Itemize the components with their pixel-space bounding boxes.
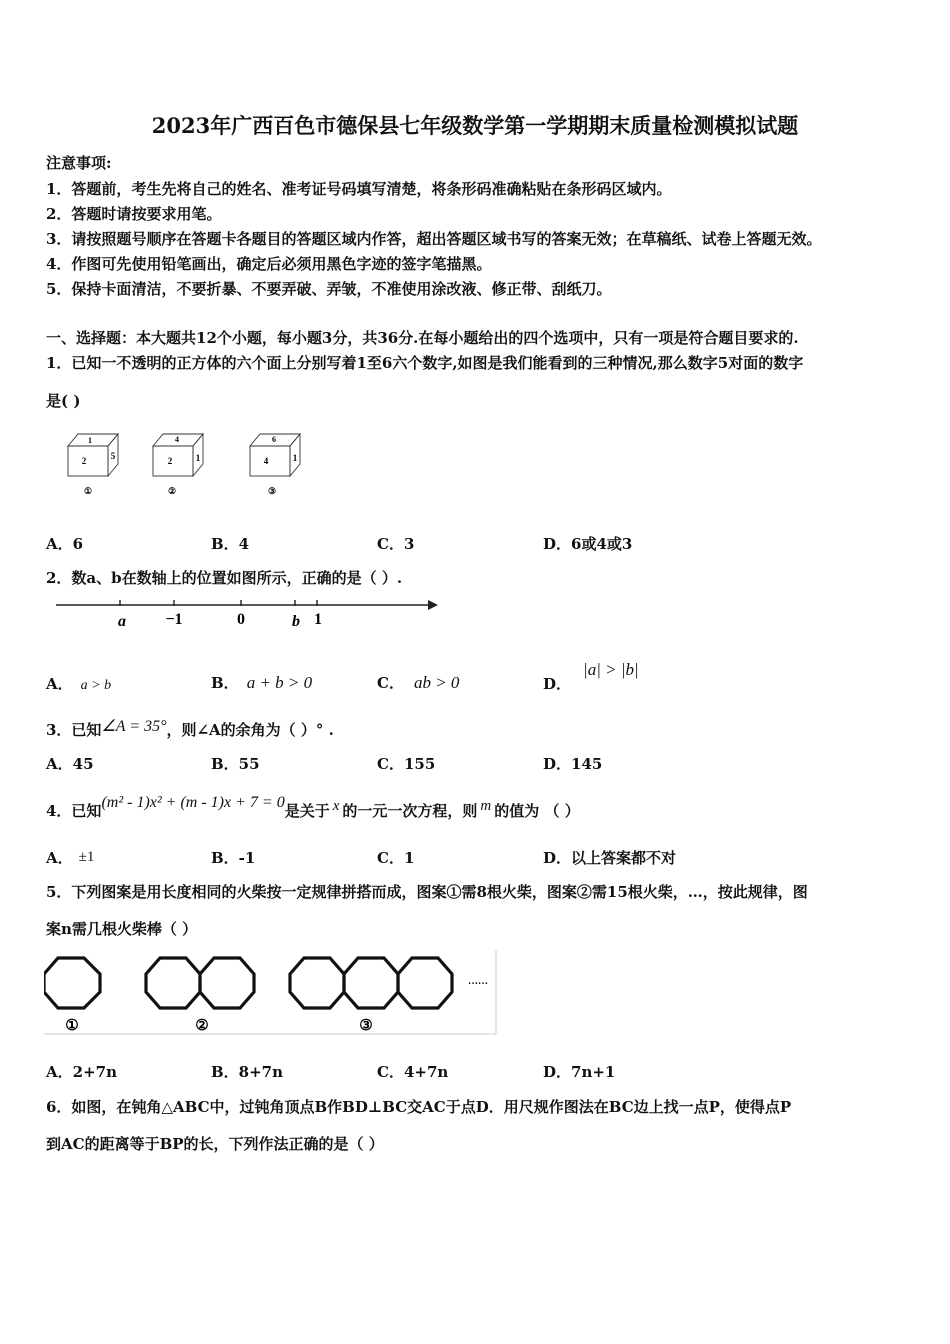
axis-label-b: b bbox=[292, 613, 300, 630]
note-item: 4．作图可先使用铅笔画出，确定后必须用黑色字迹的签字笔描黑。 bbox=[46, 255, 492, 273]
option-math: ab > 0 bbox=[413, 673, 460, 692]
axis-label-one: 1 bbox=[314, 611, 322, 628]
note-item: 3．请按照题号顺序在答题卡各题目的答题区域内作答，超出答题区域书写的答案无效；在草稿纸、试卷上答题无效。 bbox=[46, 230, 822, 248]
question-1-stem: 1．已知一不透明的正方体的六个面上分别写着1至6六个数字,如图是我们能看到的三种情况,那么数字5对面的数字 bbox=[46, 354, 804, 372]
note-item: 1．答题前，考生先将自己的姓名、准考证号码填写清楚，将条形码准确粘贴在条形码区域内。 bbox=[46, 180, 672, 198]
cube-3-label: ③ bbox=[267, 486, 277, 496]
option-c[interactable]: C．4+7n bbox=[377, 1063, 449, 1081]
page-title: 2023年广西百色市德保县七年级数学第一学期期末质量检测模拟试题 bbox=[151, 113, 799, 138]
option-d[interactable]: D．6或4或3 bbox=[543, 535, 633, 553]
option-a[interactable]: A．6 bbox=[46, 535, 84, 553]
cube-1-side-digit: 5 bbox=[110, 451, 116, 461]
option-c[interactable]: C．155 bbox=[377, 755, 436, 773]
option-d[interactable]: D．145 bbox=[543, 755, 603, 773]
note-item: 2．答题时请按要求用笔。 bbox=[46, 205, 222, 223]
cube-views-figure bbox=[60, 428, 310, 500]
number-line-figure bbox=[50, 594, 450, 634]
figure-label-2: ② bbox=[195, 1018, 209, 1034]
option-math: a > b bbox=[80, 678, 112, 693]
octagon bbox=[44, 958, 100, 1008]
option-a[interactable] bbox=[46, 673, 111, 694]
question-6-stem: 6．如图，在钝角△ABC中，过钝角顶点B作BD⊥BC交AC于点D．用尺规作图法在BC边上找一点P，使得点P bbox=[46, 1098, 792, 1116]
option-letter: B． bbox=[211, 674, 239, 692]
question-3-stem bbox=[46, 719, 334, 740]
option-c[interactable]: C．1 bbox=[377, 849, 415, 867]
option-b[interactable]: B．4 bbox=[211, 535, 250, 553]
octagon bbox=[200, 958, 254, 1008]
option-c[interactable]: C．3 bbox=[377, 535, 415, 553]
option-letter: D． bbox=[543, 675, 572, 693]
option-b[interactable]: B．8+7n bbox=[211, 1063, 284, 1081]
cube-1-top-digit: 1 bbox=[88, 436, 92, 445]
stem-math: (m² - 1)x² + (m - 1)x + 7 = 0 bbox=[101, 794, 285, 811]
octagon bbox=[344, 958, 398, 1008]
option-b[interactable] bbox=[211, 672, 312, 693]
cube-1-label: ① bbox=[83, 486, 93, 496]
section-heading: 一、选择题：本大题共12个小题，每小题3分，共36分.在每小题给出的四个选项中，只有一项是符合题目要求的. bbox=[46, 329, 799, 347]
cube-1-front-digit: 2 bbox=[81, 456, 87, 466]
question-1-stem-cont: 是( ) bbox=[46, 392, 81, 410]
option-b[interactable]: B．-1 bbox=[211, 849, 256, 867]
option-a[interactable] bbox=[46, 847, 94, 868]
octagon bbox=[290, 958, 344, 1008]
stem-text: ，则∠A的余角为（ ）° . bbox=[166, 721, 334, 739]
question-6-stem-cont: 到AC的距离等于BP的长，下列作法正确的是（ ） bbox=[46, 1135, 384, 1153]
option-a[interactable]: A．45 bbox=[46, 755, 94, 773]
option-b[interactable]: B．55 bbox=[211, 755, 260, 773]
octagon bbox=[146, 958, 200, 1008]
stem-text: 的一元一次方程，则 bbox=[342, 802, 478, 820]
option-letter: A． bbox=[46, 849, 73, 867]
option-math: a + b > 0 bbox=[246, 673, 313, 692]
question-4-stem bbox=[46, 794, 580, 821]
option-d[interactable]: D．以上答案都不对 bbox=[543, 849, 677, 867]
option-letter: C． bbox=[377, 674, 404, 692]
option-a[interactable]: A．2+7n bbox=[46, 1063, 117, 1081]
cube-1 bbox=[68, 434, 118, 496]
cube-3-top-digit: 6 bbox=[272, 435, 276, 444]
cube-2-front-digit: 2 bbox=[167, 456, 173, 466]
octagon bbox=[398, 958, 452, 1008]
question-5-stem-cont: 案n需几根火柴棒（ ） bbox=[46, 920, 198, 938]
option-d[interactable] bbox=[543, 659, 639, 693]
option-math: |a| > |b| bbox=[583, 660, 639, 679]
cube-3-side-digit: 1 bbox=[292, 453, 298, 463]
cube-3 bbox=[250, 434, 300, 496]
stem-text: 是关于 bbox=[284, 802, 330, 820]
option-d[interactable]: D．7n+1 bbox=[543, 1063, 616, 1081]
axis-label-minus-one: −1 bbox=[165, 611, 183, 628]
stem-math: ∠A = 35° bbox=[101, 718, 167, 735]
stem-text: 3．已知 bbox=[46, 721, 102, 739]
option-letter: A． bbox=[46, 675, 73, 693]
axis-label-a: a bbox=[118, 613, 126, 630]
stem-var-m: m bbox=[480, 798, 492, 814]
cube-3-front-digit: 4 bbox=[263, 456, 269, 466]
option-math: ±1 bbox=[78, 849, 95, 865]
figure-label-1: ① bbox=[65, 1018, 79, 1034]
question-5-stem: 5．下列图案是用长度相同的火柴按一定规律拼搭而成，图案①需8根火柴，图案②需15根火柴，…，按此规律，图 bbox=[46, 883, 808, 901]
notes-heading: 注意事项: bbox=[46, 154, 112, 172]
cube-2-label: ② bbox=[167, 486, 177, 496]
stem-var-x: x bbox=[332, 798, 340, 814]
option-c[interactable] bbox=[377, 672, 459, 693]
figure-ellipsis: …… bbox=[468, 976, 488, 987]
axis-label-zero: 0 bbox=[237, 611, 245, 628]
cube-2 bbox=[153, 434, 203, 496]
note-item: 5．保持卡面清洁，不要折暴、不要弄破、弄皱，不准使用涂改液、修正带、刮纸刀。 bbox=[46, 280, 612, 298]
question-2-stem: 2．数a、b在数轴上的位置如图所示，正确的是（ ）. bbox=[46, 569, 403, 587]
cube-2-top-digit: 4 bbox=[175, 435, 179, 444]
matchstick-octagon-figure bbox=[44, 950, 502, 1036]
cube-2-side-digit: 1 bbox=[195, 453, 201, 463]
stem-text: 的值为 （ ） bbox=[494, 802, 580, 820]
figure-label-3: ③ bbox=[359, 1018, 373, 1034]
stem-text: 4．已知 bbox=[46, 802, 102, 820]
